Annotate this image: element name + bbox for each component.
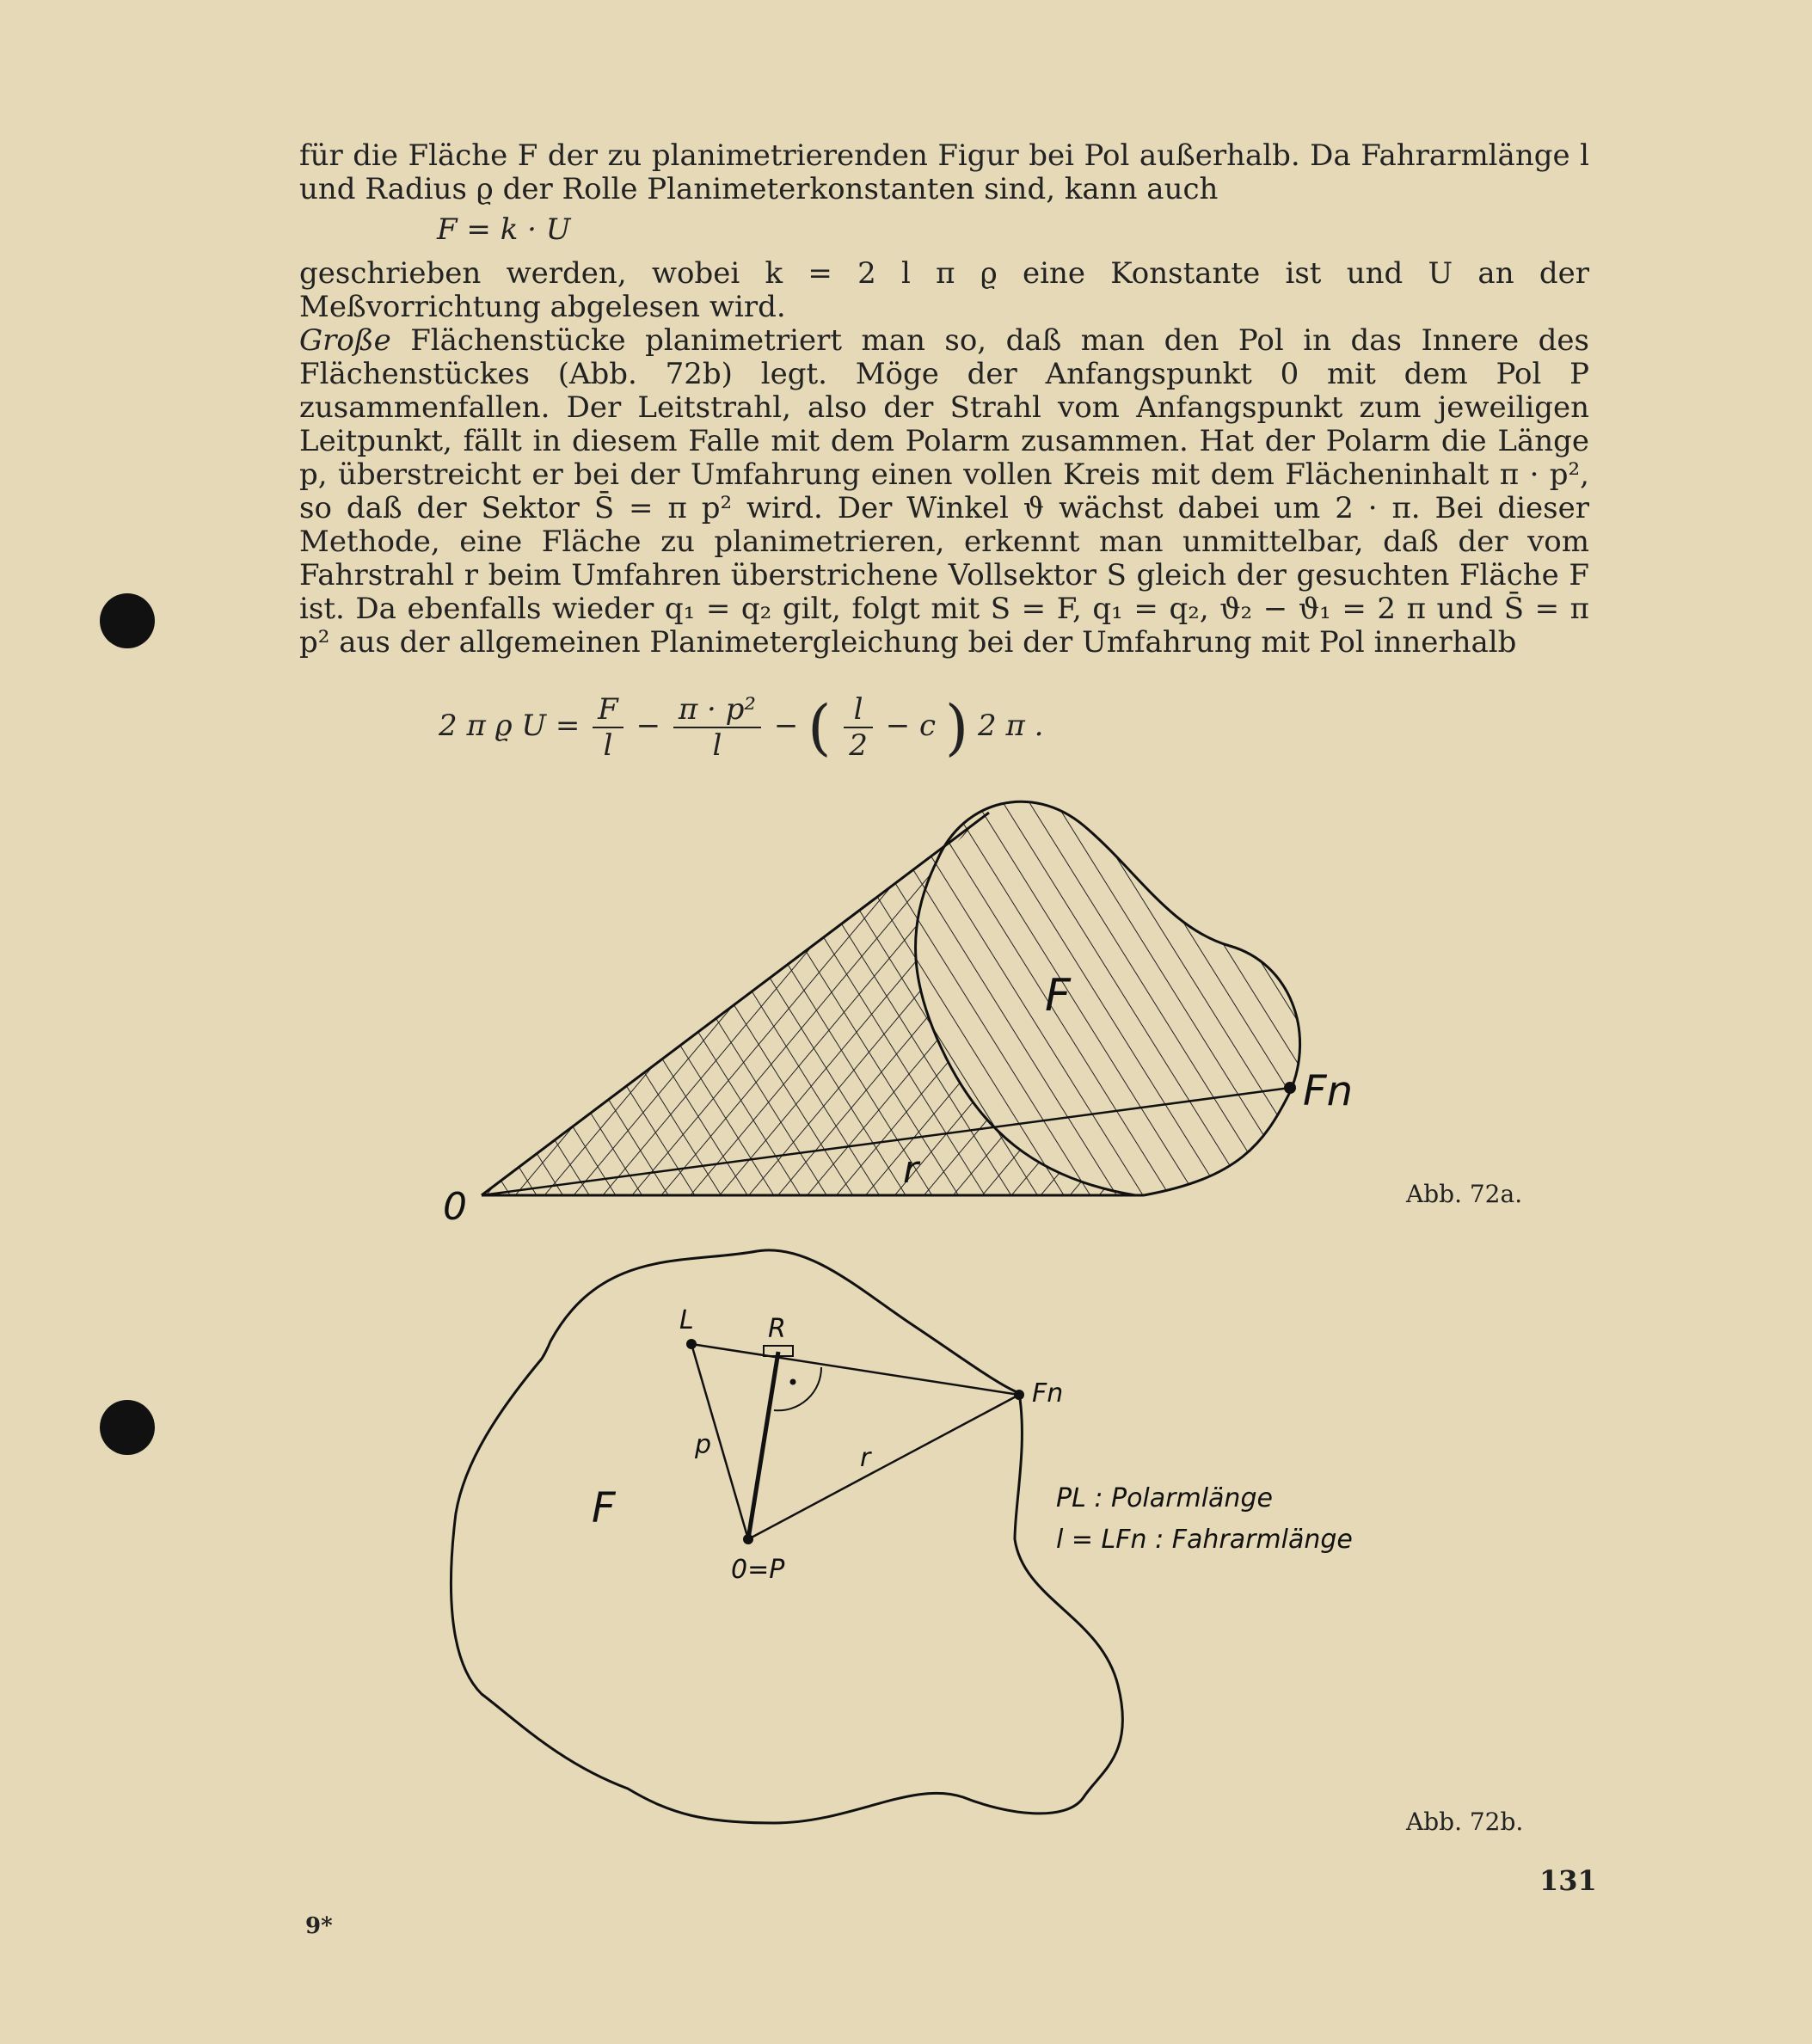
- caption-72a: Abb. 72a.: [1406, 1180, 1523, 1208]
- page-number: 131: [1539, 1864, 1597, 1897]
- label-r-72b: r: [860, 1443, 871, 1473]
- fraction-pi-p2-numerator: π · p²: [673, 692, 761, 728]
- minus-sign-2: −: [773, 709, 799, 743]
- area-f-outline-72b: [451, 1250, 1122, 1823]
- label-fn-72a-text: Fn: [1303, 1067, 1354, 1115]
- legend-tracer-arm: l = LFn : Fahrarmlänge: [1056, 1525, 1353, 1555]
- close-paren: ): [944, 692, 969, 763]
- label-origin-72a: 0: [443, 1185, 467, 1229]
- fraction-f-l-denominator: l: [603, 728, 613, 763]
- legend-polar-arm: PL : Polarmlänge: [1056, 1483, 1273, 1513]
- paragraph-1: für die Fläche F der zu planimetrierenden Figur bei Pol außerhalb. Da Fahrarmlänge l und Radius ϱ der Rolle Planimeterkonstanten sind, kann auch: [299, 138, 1589, 206]
- fraction-f-l-numerator: F: [593, 692, 623, 728]
- point-op: [743, 1534, 753, 1544]
- fraction-l-2-numerator: l: [844, 692, 873, 728]
- label-origin-pole: 0=P: [731, 1555, 785, 1585]
- label-p: p: [695, 1430, 712, 1460]
- caption-72b: Abb. 72b.: [1406, 1808, 1524, 1836]
- point-l: [686, 1339, 697, 1349]
- equation-lhs: 2 π ϱ U =: [439, 709, 580, 743]
- minus-sign-1: −: [636, 709, 661, 743]
- paragraph-3-lead: Große: [299, 323, 391, 358]
- arm-lfn: [691, 1344, 1019, 1395]
- label-l: L: [679, 1305, 694, 1335]
- fraction-pi-p2-denominator: l: [712, 728, 722, 763]
- label-fn-72b: Fn: [1032, 1378, 1064, 1409]
- label-r-roller: R: [768, 1314, 786, 1344]
- minus-c: − c: [885, 709, 937, 743]
- equation-tail: 2 π .: [978, 709, 1044, 743]
- paragraph-3-body: Flächenstücke planimetriert man so, daß man den Pol in das Innere des Flächenstückes (Abb. 72b) legt. Möge der Anfangspunkt 0 mit dem Pol P zusammenfallen. Der Leitstrahl, also der Strahl vom Anfangspunkt zum jeweiligen Leitpunkt, fällt in diesem Falle mit dem Polarm zusammen. Hat der Polarm die Länge p, überstreicht er bei der Umfahrung einen vollen Kreis mit dem Flächeninhalt π · p², so daß der Sektor S̄ = π p² wird. Der Winkel ϑ wächst dabei um 2 · π. Bei dieser Methode, eine Fläche zu planimetrieren, erkennt man unmittelbar, daß der vom Fahrstrahl r beim Umfahren überstrichene Vollsektor S gleich der gesuchten Fläche F ist. Da ebenfalls wieder q₁ = q₂ gilt, folgt mit S = F, q₁ = q₂, ϑ₂ − ϑ₁ = 2 π und S̄ = π p² aus der allgemeinen Planimetergleichung bei der Umfahrung mit Pol innerhalb: [299, 323, 1589, 660]
- label-r-72a: r: [903, 1148, 919, 1192]
- ray-r-72b: [748, 1395, 1019, 1539]
- fraction-l-2-denominator: 2: [849, 728, 868, 763]
- right-angle-arc: [774, 1367, 821, 1410]
- label-f-72b: F: [592, 1484, 616, 1532]
- equation-f-ku: F = k · U: [437, 212, 571, 247]
- point-fn-72b: [1014, 1390, 1024, 1400]
- right-angle-dot: [790, 1379, 796, 1385]
- paragraph-2: geschrieben werden, wobei k = 2 l π ϱ eine Konstante ist und U an der Meßvorrichtung abgelesen wird.: [299, 256, 1589, 324]
- roller-line: [748, 1352, 778, 1539]
- signature-mark: 9*: [305, 1913, 333, 1939]
- label-f-72a: F: [1045, 970, 1071, 1022]
- open-paren: (: [808, 692, 832, 763]
